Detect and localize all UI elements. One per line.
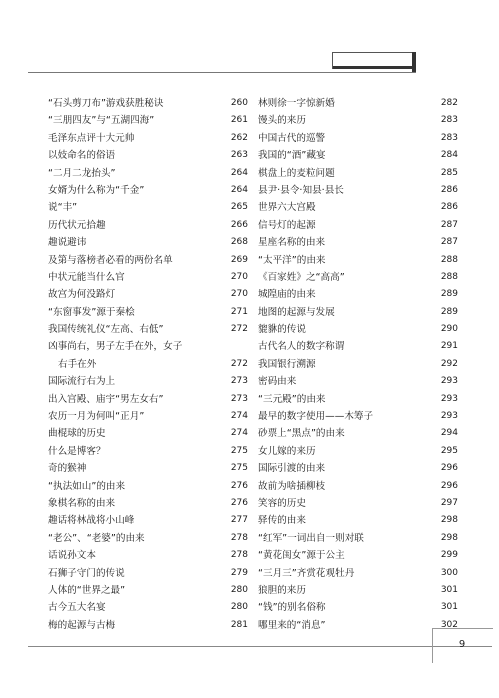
toc-entry[interactable] (258, 321, 458, 338)
toc-entry-page: 274 (230, 411, 248, 422)
toc-entry-title: 国际流行右为上 (48, 376, 116, 388)
toc-entry-page: 282 (440, 98, 458, 108)
toc-entry[interactable] (258, 252, 458, 269)
toc-entry-page: 291 (440, 341, 458, 352)
toc-entry-page: 280 (230, 602, 248, 613)
toc-entry[interactable] (258, 565, 458, 582)
toc-entry-title: 馒头的来历 (258, 115, 306, 127)
toc-entry-title: 人体的“世界之最” (48, 584, 126, 596)
toc-entry[interactable] (48, 199, 248, 216)
toc-entry[interactable] (48, 182, 248, 199)
toc-entry-title: 世界六大宫殿 (258, 202, 316, 214)
toc-entry-title: 林则徐一字惊新婚 (258, 98, 335, 109)
toc-entry-title: 砂票上“黑点”的由来 (258, 428, 345, 440)
toc-entry-page: 301 (440, 602, 458, 613)
toc-entry-title: “太平洋”的由来 (258, 254, 326, 266)
toc-entry[interactable] (258, 512, 458, 529)
toc-entry[interactable] (258, 356, 458, 373)
toc-entry-page: 293 (440, 393, 458, 404)
toc-entry-title: 我国传统礼仪“左高、右低” (48, 324, 164, 336)
toc-entry-page: 270 (230, 271, 248, 282)
toc-entry-title: 星座名称的由来 (258, 237, 326, 249)
toc-entry[interactable] (48, 286, 248, 303)
toc-entry-page: 302 (440, 619, 458, 630)
toc-entry-title: 说“丰” (48, 202, 78, 214)
toc-entry-page: 265 (230, 202, 248, 213)
toc-entry-title: “钱”的别名俗称 (258, 602, 326, 614)
toc-entry[interactable] (258, 547, 458, 564)
toc-entry[interactable] (258, 130, 458, 147)
toc-entry-title: 女儿嫁的来历 (258, 445, 316, 457)
toc-entry[interactable] (48, 460, 248, 477)
toc-entry-page: 270 (230, 289, 248, 300)
toc-entry[interactable] (258, 408, 458, 425)
toc-entry-title: 城隍庙的由来 (258, 289, 316, 301)
toc-entry-page: 283 (440, 132, 458, 143)
toc-entry-title: 国际引渡的由来 (258, 463, 326, 475)
toc-entry-title: 我国的“酒”藏宴 (258, 150, 326, 162)
toc-entry-page: 276 (230, 480, 248, 491)
toc-entry-title: 右手在外 (58, 358, 97, 370)
toc-entry-title: “二月二龙抬头” (48, 167, 116, 179)
toc-entry-page: 264 (230, 167, 248, 178)
toc-entry[interactable] (258, 495, 458, 512)
toc-entry-title: “三元殿”的由来 (258, 393, 326, 405)
toc-entry-page: 297 (440, 497, 458, 508)
toc-entry-page: 283 (440, 115, 458, 126)
toc-entry[interactable] (48, 321, 248, 338)
toc-left-column (48, 95, 248, 634)
toc-entry[interactable] (48, 617, 248, 634)
toc-entry-title: 《百家姓》之“高高” (258, 271, 345, 283)
toc-entry-page: 290 (440, 324, 458, 335)
toc-entry-page: 272 (230, 358, 248, 369)
toc-entry[interactable] (258, 304, 458, 321)
toc-entry-page: 289 (440, 289, 458, 300)
toc-entry-page: 278 (230, 532, 248, 543)
toc-entry-title: “红军”一词出自一则对联 (258, 532, 364, 544)
page-number: 9 (458, 639, 466, 650)
toc-entry-page: 293 (440, 376, 458, 387)
toc-entry[interactable] (258, 182, 458, 199)
toc-entry[interactable] (48, 495, 248, 512)
toc-entry-title: 及第与落榜者必看的两份名单 (48, 254, 173, 266)
toc-entry-page: 286 (440, 202, 458, 213)
toc-entry-page: 260 (230, 98, 248, 108)
toc-entry-page: 272 (230, 324, 248, 335)
toc-entry-title: 驿传的由来 (258, 515, 306, 527)
toc-entry[interactable] (258, 478, 458, 495)
toc-entry[interactable] (258, 147, 458, 164)
toc-entry-page: 281 (230, 619, 248, 630)
toc-entry-page: 273 (230, 376, 248, 387)
toc-entry[interactable] (48, 147, 248, 164)
toc-entry[interactable] (258, 425, 458, 442)
toc-entry-page: 275 (230, 463, 248, 474)
toc-entry-title: 凶事尚右，男子左手在外，女子 (48, 341, 183, 353)
toc-entry[interactable] (48, 95, 248, 112)
toc-entry-page: 266 (230, 219, 248, 230)
toc-entry-title: 农历一月为何叫“正月” (48, 411, 145, 423)
header-rule (28, 72, 416, 73)
toc-entry-title: 以妓命名的俗语 (48, 150, 116, 162)
toc-entry-page: 279 (230, 567, 248, 578)
toc-entry-page: 298 (440, 515, 458, 526)
toc-entry-title: 什么是博客？ (48, 445, 106, 457)
toc-entry-title: 象棋名称的由来 (48, 497, 116, 509)
toc-entry-page: 274 (230, 428, 248, 439)
toc-entry-title: 梅的起源与古梅 (48, 619, 116, 631)
toc-entry-page: 264 (230, 184, 248, 195)
header-notch-decoration (412, 52, 416, 72)
toc-entry-page: 299 (440, 550, 458, 561)
toc-entry[interactable] (48, 443, 248, 460)
toc-entry-page: 296 (440, 463, 458, 474)
toc-entry-title: 石狮子守门的传说 (48, 567, 125, 579)
toc-entry-title: 貔貅的传说 (258, 324, 306, 336)
toc-entry[interactable] (258, 286, 458, 303)
toc-entry-title: 狼胆的来历 (258, 584, 306, 596)
toc-entry[interactable] (48, 565, 248, 582)
toc-entry-title: 趣说避讳 (48, 237, 87, 249)
toc-entry[interactable] (48, 165, 248, 182)
toc-entry-page: 300 (440, 567, 458, 578)
toc-entry-title: “东窗事发”源于秦桧 (48, 306, 135, 318)
toc-entry-page: 296 (440, 480, 458, 491)
toc-entry[interactable] (48, 512, 248, 529)
toc-entry[interactable] (48, 252, 248, 269)
toc-entry-title: 女婿为什么称为“千金” (48, 184, 145, 196)
toc-entry[interactable] (258, 530, 458, 547)
toc-entry-title: “执法如山”的由来 (48, 480, 126, 492)
toc-entry-page: 261 (230, 115, 248, 126)
toc-entry-title: 曲棍球的历史 (48, 428, 106, 440)
toc-entry[interactable] (48, 304, 248, 321)
toc-entry-page: 273 (230, 393, 248, 404)
toc-entry-title: 棋盘上的麦粒问题 (258, 167, 335, 179)
toc-entry[interactable] (258, 599, 458, 616)
toc-entry-title: “老公”、“老婆”的由来 (48, 532, 145, 544)
header-tab-decoration (332, 52, 414, 69)
toc-entry-title: 话说孙文本 (48, 550, 96, 562)
toc-entry[interactable] (258, 373, 458, 390)
toc-entry[interactable] (258, 338, 458, 355)
toc-entry-title: 笑容的历史 (258, 497, 306, 509)
toc-entry-page: 269 (230, 254, 248, 265)
toc-entry-page: 271 (230, 306, 248, 317)
toc-entry-page: 284 (440, 150, 458, 161)
toc-entry-page: 298 (440, 532, 458, 543)
toc-entry[interactable] (48, 478, 248, 495)
toc-entry-page: 287 (440, 237, 458, 248)
toc-entry-page: 288 (440, 254, 458, 265)
toc-entry-title: 地图的起源与发展 (258, 306, 335, 318)
toc-entry-page: 289 (440, 306, 458, 317)
toc-entry[interactable] (48, 338, 248, 355)
toc-entry-page: 295 (440, 445, 458, 456)
toc-entry-title: “三朋四友”与“五湖四海” (48, 115, 155, 127)
toc-entry-page: 294 (440, 428, 458, 439)
toc-entry-page: 278 (230, 550, 248, 561)
toc-entry-page: 286 (440, 184, 458, 195)
toc-entry-page: 292 (440, 358, 458, 369)
toc-entry-title: 趣话将林战将小山峰 (48, 515, 135, 527)
toc-entry[interactable] (48, 234, 248, 251)
toc-entry-page: 301 (440, 584, 458, 595)
toc-entry[interactable] (48, 391, 248, 408)
toc-entry-title: 密码由来 (258, 376, 297, 388)
toc-entry-page: 276 (230, 497, 248, 508)
toc-entry[interactable] (258, 443, 458, 460)
toc-entry[interactable] (258, 112, 458, 129)
toc-entry-title: 古代名人的数字称谓 (258, 341, 345, 353)
toc-entry-title: “石头剪刀布”游戏获胜秘诀 (48, 98, 164, 109)
toc-right-column (258, 95, 458, 634)
toc-entry[interactable] (48, 269, 248, 286)
toc-entry[interactable] (258, 165, 458, 182)
toc-entry-page: 288 (440, 271, 458, 282)
toc-entry-title: “三月三”齐赏花观牡丹 (258, 567, 355, 579)
toc-entry[interactable] (48, 112, 248, 129)
toc-entry[interactable] (48, 582, 248, 599)
toc-entry-page: 268 (230, 237, 248, 248)
toc-entry-page: 287 (440, 219, 458, 230)
toc-entry[interactable] (48, 599, 248, 616)
toc-entry-title: 故宫为何没路灯 (48, 289, 116, 301)
toc-entry[interactable] (258, 199, 458, 216)
toc-entry[interactable] (258, 95, 458, 112)
toc-entry-title: 毛泽东点评十大元帅 (48, 132, 135, 144)
toc-entry[interactable] (258, 269, 458, 286)
toc-entry-page: 262 (230, 132, 248, 143)
toc-entry-title: 奇的猴神 (48, 463, 87, 475)
toc-entry-page: 277 (230, 515, 248, 526)
toc-entry-title: 我国银行溯源 (258, 358, 316, 370)
toc-entry-page: 285 (440, 167, 458, 178)
toc-entry[interactable] (258, 217, 458, 234)
toc-entry-title: 古今五大名宴 (48, 602, 106, 614)
toc-entry-title: 哪里来的“消息” (258, 619, 326, 631)
toc-entry[interactable] (48, 130, 248, 147)
toc-entry-title: 最早的数字使用——木筹子 (258, 411, 374, 423)
toc-entry[interactable] (258, 234, 458, 251)
toc-entry[interactable] (258, 617, 458, 634)
toc-entry-page: 280 (230, 584, 248, 595)
footer-rule (28, 646, 492, 647)
toc-entry[interactable] (258, 460, 458, 477)
toc-entry[interactable] (48, 217, 248, 234)
toc-entry-title: 中国古代的巡警 (258, 132, 326, 144)
toc-entry-title: 故前为啥插柳枝 (258, 480, 326, 492)
toc-entry-page: 263 (230, 150, 248, 161)
toc-entry[interactable] (48, 373, 248, 390)
toc-entry[interactable] (48, 425, 248, 442)
toc-entry[interactable] (258, 391, 458, 408)
toc-entry-title: 出入宫殿、庙宇“男左女右” (48, 393, 164, 405)
toc-entry-page: 275 (230, 445, 248, 456)
toc-entry-title: 县尹·县令·知县·县长 (258, 184, 344, 196)
toc-entry[interactable] (48, 356, 248, 373)
toc-entry[interactable] (258, 582, 458, 599)
toc-entry[interactable] (48, 547, 248, 564)
toc-entry[interactable] (48, 530, 248, 547)
toc-entry-title: 历代状元拾趣 (48, 219, 106, 231)
toc-entry-title: 信号灯的起源 (258, 219, 316, 231)
toc-entry-page: 293 (440, 411, 458, 422)
toc-entry[interactable] (48, 408, 248, 425)
toc-entry-title: “黄花闺女”源于公主 (258, 550, 345, 562)
toc-entry-title: 中状元能当什么官 (48, 271, 125, 283)
